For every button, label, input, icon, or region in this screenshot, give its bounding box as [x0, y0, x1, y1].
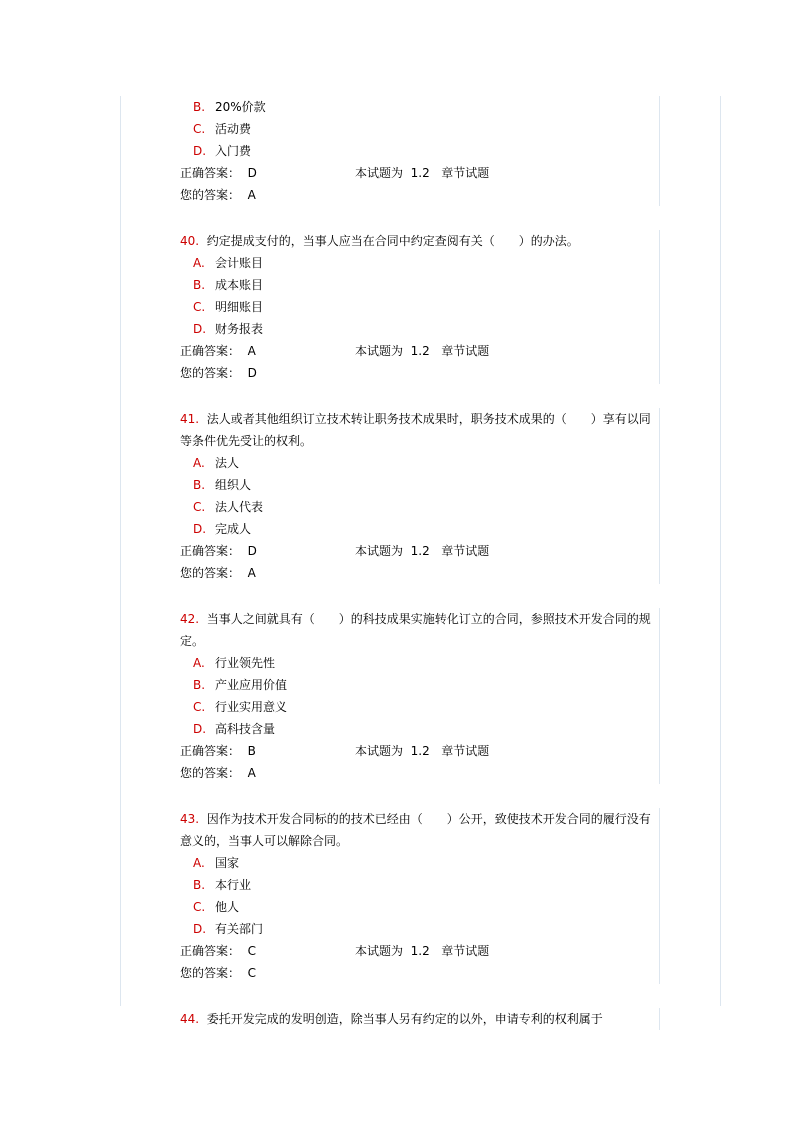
info-type: 章节试题 [441, 544, 490, 558]
option-text: 有关部门 [215, 922, 264, 936]
option-letter: D. [193, 522, 207, 536]
option-text: 本行业 [215, 878, 252, 892]
question-stem [180, 230, 657, 252]
option-text: 产业应用价值 [215, 678, 288, 692]
correct-answer [180, 162, 355, 184]
info-value: 1.2 [410, 744, 430, 758]
info-label: 本试题为 [355, 544, 404, 558]
option-a [180, 252, 657, 274]
correct-answer [180, 940, 355, 962]
your-answer [180, 184, 657, 206]
question-number: 42. [180, 612, 200, 626]
question-info [355, 940, 489, 962]
option-text: 他人 [215, 900, 240, 914]
info-label: 本试题为 [355, 166, 404, 180]
correct-answer-value: B [247, 744, 256, 758]
option-d [180, 718, 657, 740]
question-stem [180, 808, 657, 852]
correct-answer-label: 正确答案： [180, 944, 241, 958]
option-text: 行业实用意义 [215, 700, 288, 714]
question-info [355, 740, 489, 762]
your-answer-value: A [247, 188, 256, 202]
question-info [355, 340, 489, 362]
option-a [180, 452, 657, 474]
your-answer-label: 您的答案： [180, 566, 241, 580]
correct-answer-label: 正确答案： [180, 344, 241, 358]
option-letter: A. [193, 856, 205, 870]
option-text: 高科技含量 [215, 722, 276, 736]
info-value: 1.2 [410, 344, 430, 358]
info-value: 1.2 [410, 944, 430, 958]
option-text: 法人代表 [215, 500, 264, 514]
option-a [180, 652, 657, 674]
option-letter: C. [193, 122, 206, 136]
option-letter: A. [193, 256, 205, 270]
option-text: 成本账目 [215, 278, 264, 292]
your-answer-label: 您的答案： [180, 966, 241, 980]
correct-answer [180, 740, 355, 762]
option-text: 国家 [215, 856, 240, 870]
question-43 [180, 808, 660, 984]
option-letter: D. [193, 322, 207, 336]
option-letter: B. [193, 678, 206, 692]
your-answer-value: D [247, 366, 257, 380]
option-letter: B. [193, 278, 206, 292]
your-answer [180, 762, 657, 784]
correct-answer-label: 正确答案： [180, 544, 241, 558]
option-text: 活动费 [215, 122, 252, 136]
your-answer-value: A [247, 766, 256, 780]
option-d [180, 318, 657, 340]
question-text: 法人或者其他组织订立技术转让职务技术成果时，职务技术成果的（ ）享有以同等条件优先受让的权利。 [180, 412, 651, 448]
your-answer [180, 562, 657, 584]
question-44 [180, 1008, 660, 1030]
option-text: 行业领先性 [215, 656, 276, 670]
option-text: 会计账目 [215, 256, 264, 270]
answer-row [180, 162, 657, 184]
option-a [180, 852, 657, 874]
option-letter: C. [193, 500, 206, 514]
question-text: 约定提成支付的，当事人应当在合同中约定查阅有关（ ）的办法。 [206, 234, 579, 248]
question-stem [180, 608, 657, 652]
correct-answer-label: 正确答案： [180, 166, 241, 180]
option-b [180, 274, 657, 296]
question-info [355, 540, 489, 562]
option-b [180, 96, 657, 118]
info-value: 1.2 [410, 544, 430, 558]
question-text: 当事人之间就具有（ ）的科技成果实施转化订立的合同，参照技术开发合同的规定。 [180, 612, 651, 648]
info-type: 章节试题 [441, 744, 490, 758]
question-separator [180, 784, 660, 808]
option-text: 法人 [215, 456, 240, 470]
option-b [180, 674, 657, 696]
option-text: 20%价款 [215, 100, 266, 114]
option-letter: C. [193, 300, 206, 314]
question-text: 委托开发完成的发明创造，除当事人另有约定的以外，申请专利的权利属于 [206, 1012, 603, 1026]
your-answer-label: 您的答案： [180, 188, 241, 202]
info-value: 1.2 [410, 166, 430, 180]
question-42 [180, 608, 660, 784]
option-letter: A. [193, 656, 205, 670]
question-number: 41. [180, 412, 200, 426]
question-text: 因作为技术开发合同标的的技术已经由（ ）公开，致使技术开发合同的履行没有意义的，当事人可以解除合同。 [180, 812, 651, 848]
option-d [180, 518, 657, 540]
your-answer [180, 962, 657, 984]
option-text: 完成人 [215, 522, 252, 536]
your-answer-label: 您的答案： [180, 366, 241, 380]
question-stem [180, 1008, 657, 1030]
option-letter: C. [193, 700, 206, 714]
option-c [180, 118, 657, 140]
option-letter: A. [193, 456, 205, 470]
correct-answer-value: C [247, 944, 257, 958]
option-text: 明细账目 [215, 300, 264, 314]
your-answer-label: 您的答案： [180, 766, 241, 780]
option-letter: D. [193, 722, 207, 736]
info-type: 章节试题 [441, 344, 490, 358]
question-separator [180, 206, 660, 230]
option-text: 组织人 [215, 478, 252, 492]
option-text: 入门费 [215, 144, 252, 158]
question-info [355, 162, 489, 184]
option-letter: D. [193, 144, 207, 158]
answer-row [180, 340, 657, 362]
option-d [180, 918, 657, 940]
correct-answer [180, 540, 355, 562]
your-answer [180, 362, 657, 384]
question-40 [180, 230, 660, 384]
correct-answer-value: D [247, 544, 257, 558]
question-number: 43. [180, 812, 200, 826]
question-separator [180, 384, 660, 408]
question-separator [180, 984, 660, 1008]
correct-answer-value: D [247, 166, 257, 180]
info-type: 章节试题 [441, 944, 490, 958]
option-letter: C. [193, 900, 206, 914]
option-d [180, 140, 657, 162]
option-letter: B. [193, 478, 206, 492]
your-answer-value: A [247, 566, 256, 580]
answer-row [180, 740, 657, 762]
info-type: 章节试题 [441, 166, 490, 180]
option-letter: B. [193, 100, 206, 114]
question-separator [180, 584, 660, 608]
correct-answer [180, 340, 355, 362]
info-label: 本试题为 [355, 944, 404, 958]
question-list [180, 96, 660, 1030]
info-label: 本试题为 [355, 744, 404, 758]
correct-answer-value: A [247, 344, 256, 358]
option-text: 财务报表 [215, 322, 264, 336]
option-c [180, 296, 657, 318]
answer-row [180, 940, 657, 962]
question-number: 44. [180, 1012, 200, 1026]
question-stem [180, 408, 657, 452]
question-number: 40. [180, 234, 200, 248]
your-answer-value: C [247, 966, 257, 980]
option-c [180, 896, 657, 918]
option-letter: B. [193, 878, 206, 892]
correct-answer-label: 正确答案： [180, 744, 241, 758]
question-partial-top [180, 96, 660, 206]
option-b [180, 474, 657, 496]
option-b [180, 874, 657, 896]
question-41 [180, 408, 660, 584]
info-label: 本试题为 [355, 344, 404, 358]
answer-row [180, 540, 657, 562]
option-c [180, 696, 657, 718]
option-letter: D. [193, 922, 207, 936]
option-c [180, 496, 657, 518]
